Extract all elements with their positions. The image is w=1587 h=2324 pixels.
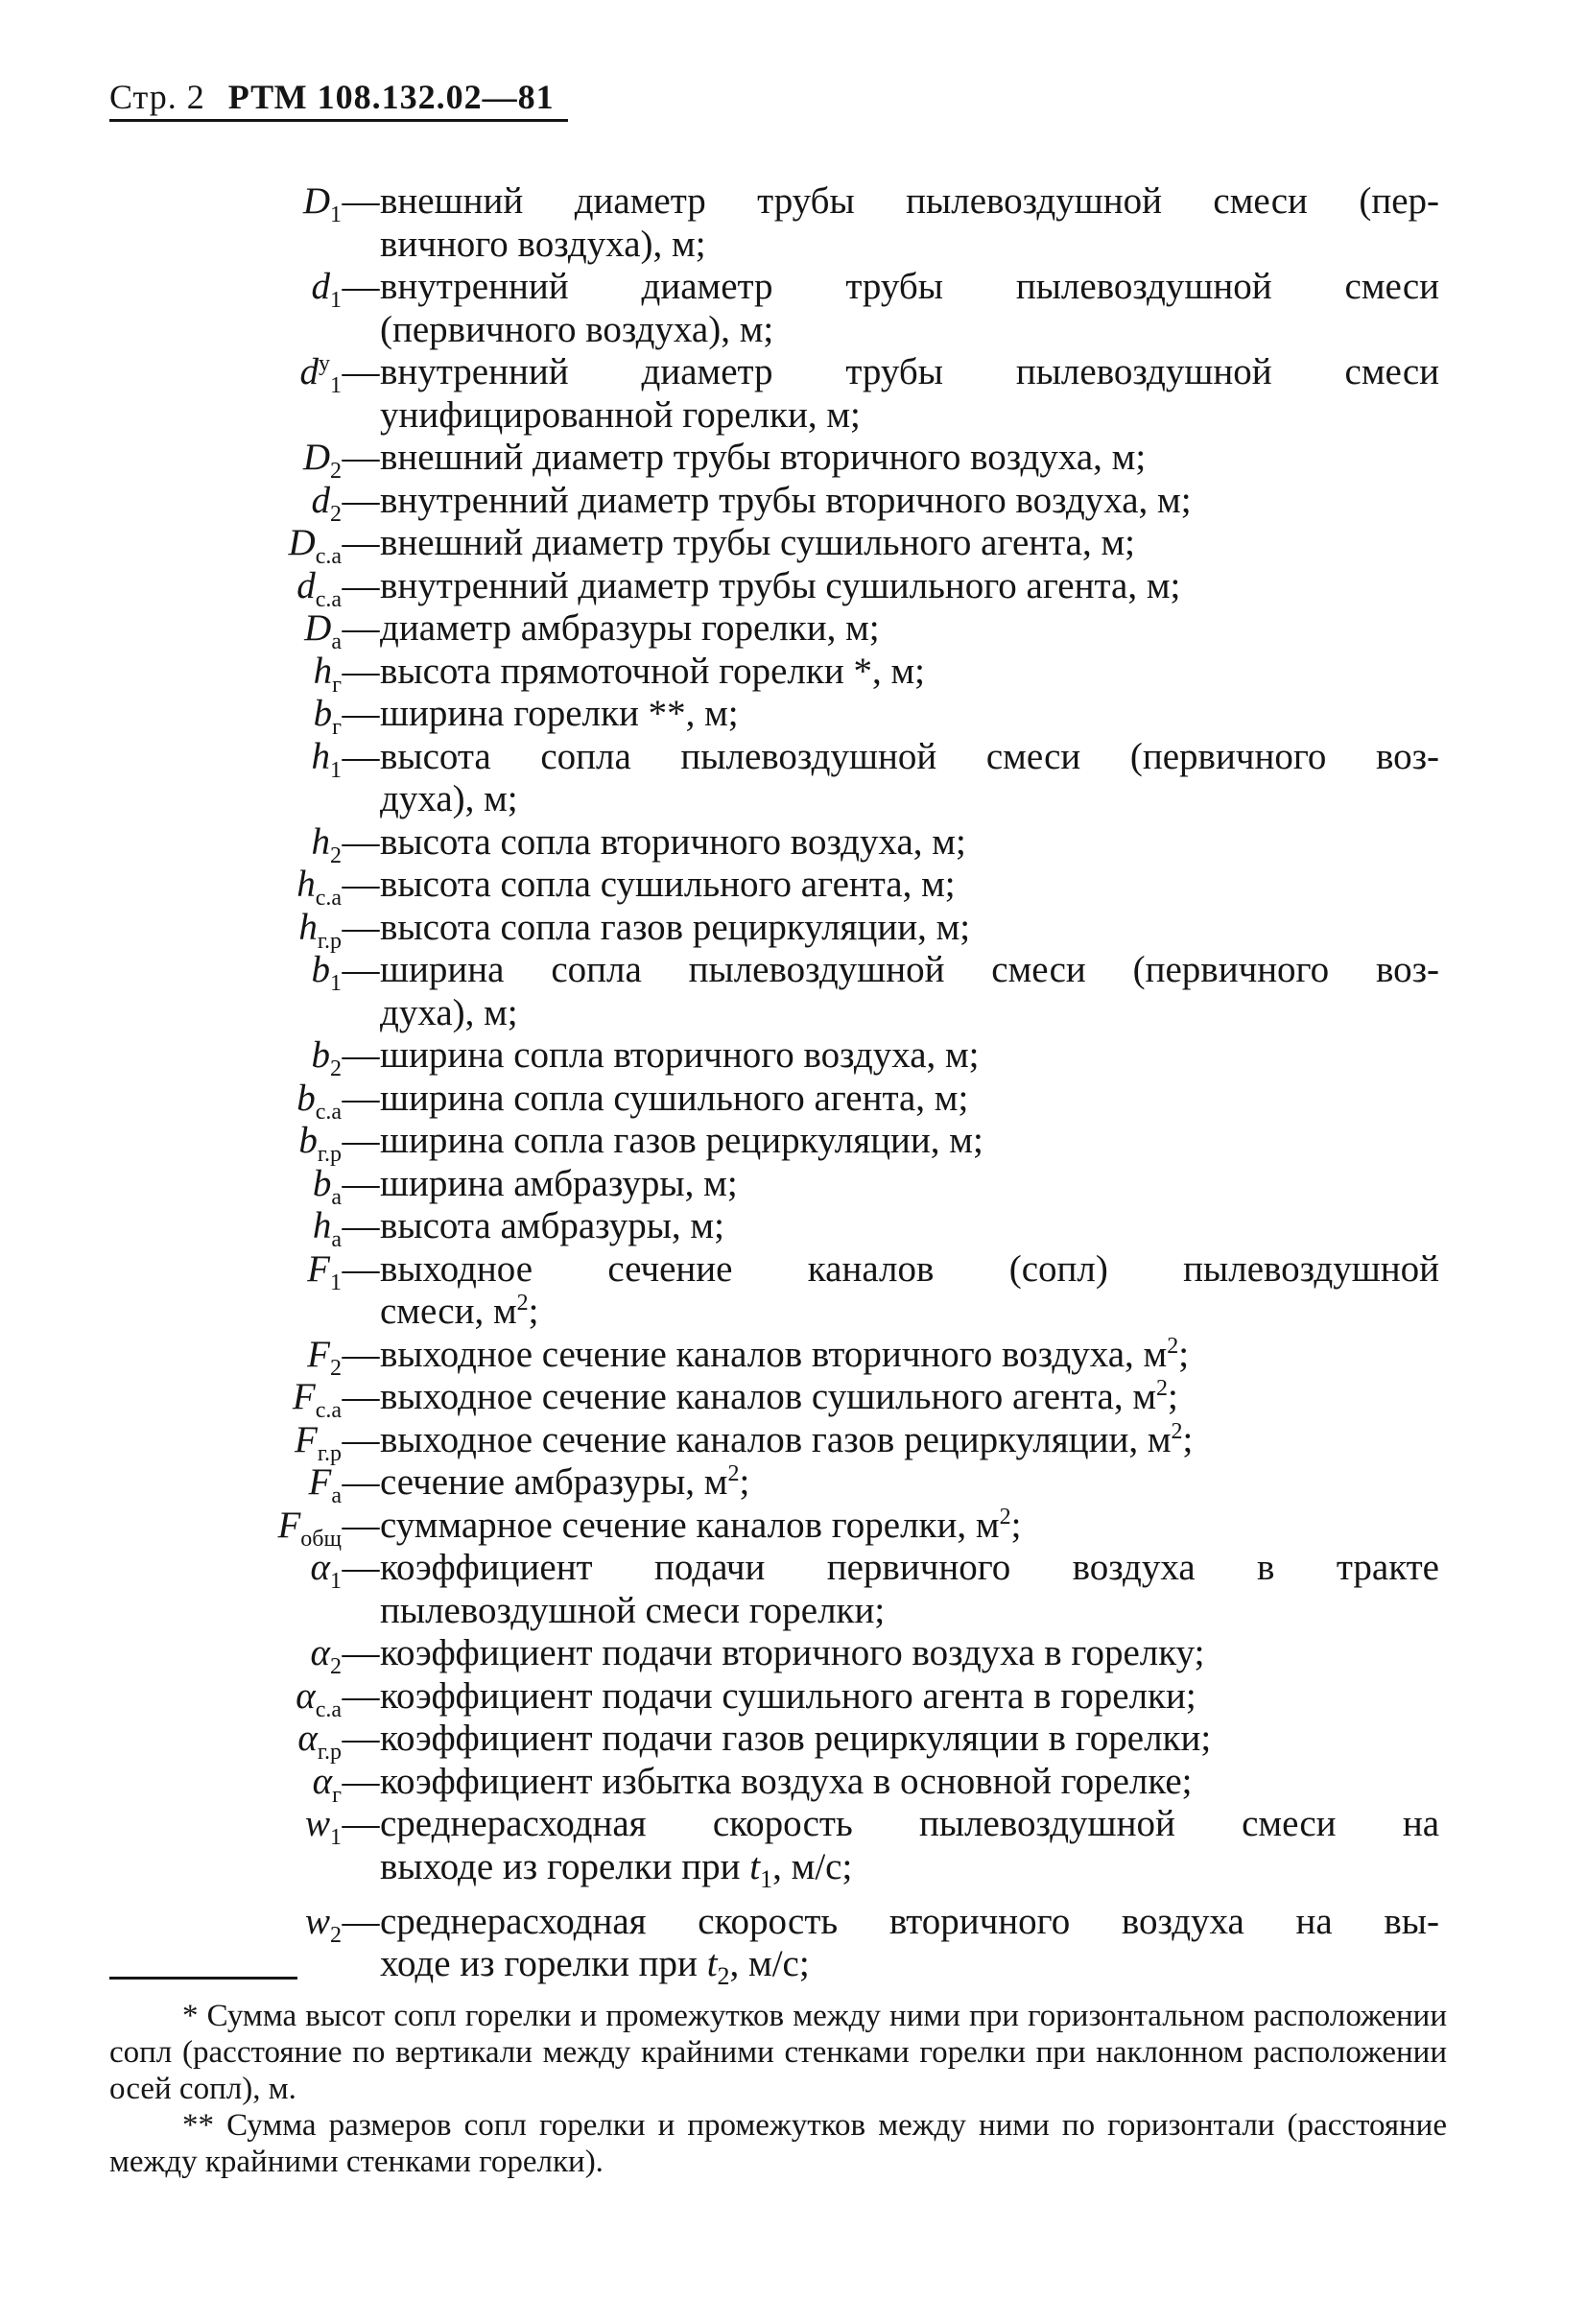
definition-symbol: $b_{с.а}$: [296, 1077, 342, 1125]
definition-text: [380, 480, 1439, 523]
definition-symbol: $\alpha_г$: [312, 1760, 342, 1808]
definition-line: высота сопла вторичного воздуха, м;: [380, 820, 966, 863]
definition-text: [380, 693, 1439, 736]
definition-text: [380, 864, 1439, 907]
definition-symbol: $\alpha_1$: [310, 1547, 342, 1594]
definition-item: [0, 266, 1587, 351]
definition-dash: —: [342, 607, 380, 649]
definitions-list: [0, 180, 1587, 1999]
definition-line: высота амбразуры, м;: [380, 1205, 724, 1246]
definition-text: [380, 1632, 1439, 1675]
footnotes: [109, 1998, 1447, 2180]
definition-dash: —: [342, 1162, 380, 1204]
definition-line: внутренний диаметр трубы сушильного агента, м;: [380, 564, 1181, 606]
definition-dash: —: [342, 1034, 380, 1076]
definition-dash: —: [342, 1760, 380, 1802]
definition-text: [380, 1120, 1439, 1163]
definition-dash: —: [342, 1418, 380, 1460]
definition-item: [0, 650, 1587, 698]
definition-symbol: $d^у_1$: [299, 351, 342, 398]
definition-symbol: $F_{с.а}$: [292, 1376, 342, 1423]
definition-line: среднерасходная скорость вторичного воздуха на вы-: [380, 1900, 1439, 1942]
definition-line: (первичного воздуха), м;: [380, 308, 774, 350]
definition-line: пылевоздушной смеси горелки;: [380, 1589, 886, 1631]
definition-dash: —: [342, 1900, 380, 1942]
definition-item: [0, 564, 1587, 612]
definition-dash: —: [342, 1205, 380, 1246]
definition-line: коэффициент подачи сушильного агента в горелки;: [380, 1674, 1196, 1717]
header-rule: [109, 119, 568, 122]
definition-line: внутренний диаметр трубы пылевоздушной смеси: [380, 351, 1439, 392]
definition-dash: —: [342, 437, 380, 478]
definition-line: выходное сечение каналов (сопл) пылевоздушной: [380, 1247, 1439, 1290]
definition-symbol: $h_г$: [313, 650, 342, 698]
definition-line: высота сопла газов рециркуляции, м;: [380, 906, 971, 948]
definition-dash: —: [342, 522, 380, 563]
definition-line: ходе из горелки при $t_2$, м/с;: [380, 1943, 810, 1991]
definition-symbol: $\alpha_{г.р}$: [297, 1718, 342, 1765]
definition-line: высота сопла сушильного агента, м;: [380, 864, 956, 905]
definition-dash: —: [342, 906, 380, 948]
definition-line: среднерасходная скорость пылевоздушной смеси на: [380, 1803, 1439, 1844]
definition-symbol: $\alpha_2$: [310, 1632, 342, 1679]
definition-line: внешний диаметр трубы вторичного воздуха, м;: [380, 437, 1147, 478]
definition-item: [0, 1760, 1587, 1808]
definition-dash: —: [342, 1120, 380, 1161]
definition-text: [380, 1205, 1439, 1248]
definition-symbol: $b_{г.р}$: [298, 1120, 342, 1167]
definition-item: [0, 180, 1587, 266]
definition-symbol: $d_1$: [311, 266, 342, 313]
definition-text: [380, 522, 1439, 565]
definition-text: [380, 651, 1439, 694]
definition-dash: —: [342, 180, 380, 222]
definition-text: [380, 1034, 1439, 1078]
definition-text: [380, 907, 1439, 950]
definition-item: [0, 1418, 1587, 1466]
definition-symbol: $h_{г.р}$: [298, 906, 342, 954]
definition-symbol: $w_2$: [304, 1900, 342, 1948]
definition-dash: —: [342, 1803, 380, 1844]
definition-text: [380, 1334, 1439, 1377]
definition-dash: —: [342, 1674, 380, 1717]
definition-line: внутренний диаметр трубы вторичного воздуха, м;: [380, 479, 1192, 521]
definition-item: [0, 949, 1587, 1034]
definition-text: [380, 1248, 1439, 1334]
definition-text: [380, 437, 1439, 480]
definition-line: ширина сопла газов рециркуляции, м;: [380, 1120, 983, 1161]
definition-item: [0, 1803, 1587, 1901]
definition-item: [0, 1901, 1587, 1999]
definition-symbol: $d_2$: [311, 479, 342, 527]
definition-item: [0, 1461, 1587, 1508]
definition-item: [0, 1034, 1587, 1081]
definition-item: [0, 1547, 1587, 1632]
definition-text: [380, 1461, 1439, 1505]
definition-item: [0, 1120, 1587, 1167]
definition-text: [380, 607, 1439, 651]
definition-text: [380, 821, 1439, 865]
definition-line: выходное сечение каналов газов рециркуляции, $м^2$;: [380, 1418, 1194, 1460]
definition-item: [0, 1718, 1587, 1765]
definition-symbol: $F_а$: [308, 1461, 342, 1508]
definition-dash: —: [342, 864, 380, 905]
definition-dash: —: [342, 1461, 380, 1503]
definition-item: [0, 1632, 1587, 1679]
definition-symbol: $F_{г.р}$: [295, 1418, 342, 1466]
definition-item: [0, 736, 1587, 821]
definition-line: вичного воздуха), м;: [380, 223, 706, 265]
definition-symbol: $h_а$: [312, 1205, 342, 1252]
definition-line: коэффициент подачи газов рециркуляции в горелки;: [380, 1718, 1212, 1759]
definition-text: [380, 1901, 1439, 1999]
definition-symbol: $b_1$: [311, 949, 342, 996]
definition-symbol: $w_1$: [304, 1803, 342, 1850]
definition-item: [0, 522, 1587, 569]
definition-item: [0, 1376, 1587, 1423]
definition-item: [0, 1504, 1587, 1552]
definition-symbol: $D_{с.а}$: [288, 522, 342, 569]
definition-line: коэффициент подачи первичного воздуха в тракте: [380, 1547, 1439, 1588]
definition-text: [380, 1163, 1439, 1206]
definition-item: [0, 479, 1587, 527]
definition-symbol: $h_{с.а}$: [296, 864, 342, 911]
definition-line: коэффициент подачи вторичного воздуха в горелку;: [380, 1632, 1205, 1673]
definition-text: [380, 1376, 1439, 1419]
definition-item: [0, 1205, 1587, 1252]
definition-dash: —: [342, 735, 380, 777]
definition-dash: —: [342, 1632, 380, 1673]
definition-line: внешний диаметр трубы сушильного агента, м;: [380, 522, 1135, 563]
definition-dash: —: [342, 564, 380, 606]
definition-text: [380, 565, 1439, 608]
definition-symbol: $D_2$: [302, 437, 342, 484]
definition-text: [380, 1718, 1439, 1761]
definition-item: [0, 437, 1587, 484]
definition-line: суммарное сечение каналов горелки, $м^2$;: [380, 1504, 1022, 1546]
definition-text: [380, 949, 1439, 1034]
footnote-1: * Сумма высот сопл горелки и промежутков между ними при горизонтальном расположении сопл (расстояние по вертикали между крайними стенками горелки при наклонном расположении осей сопл), м.: [109, 1999, 1447, 2106]
definition-text: [380, 180, 1439, 266]
definition-dash: —: [342, 1333, 380, 1375]
definition-symbol: $F_2$: [307, 1333, 342, 1381]
definition-item: [0, 607, 1587, 654]
definition-item: [0, 1077, 1587, 1125]
definition-line: духа), м;: [380, 778, 518, 819]
definition-dash: —: [342, 1376, 380, 1417]
definition-symbol: $\alpha_{с.а}$: [296, 1674, 342, 1722]
definition-line: сечение амбразуры, $м^2$;: [380, 1461, 750, 1503]
definition-dash: —: [342, 1718, 380, 1759]
definition-symbol: $b_г$: [313, 693, 342, 740]
definition-line: внутренний диаметр трубы пылевоздушной смеси: [380, 266, 1439, 307]
definition-symbol: $h_1$: [311, 735, 342, 783]
definition-item: [0, 1162, 1587, 1210]
definition-line: диаметр амбразуры горелки, м;: [380, 607, 880, 649]
definition-line: ширина сопла пылевоздушной смеси (первичного воз-: [380, 949, 1439, 990]
definition-line: выходе из горелки при $t_1$, м/с;: [380, 1845, 853, 1893]
definition-line: внешний диаметр трубы пылевоздушной смеси (пер-: [380, 180, 1439, 222]
definition-dash: —: [342, 266, 380, 307]
definition-dash: —: [342, 820, 380, 863]
definition-text: [380, 736, 1439, 821]
definition-line: ширина амбразуры, м;: [380, 1162, 738, 1204]
definition-dash: —: [342, 1247, 380, 1290]
definition-dash: —: [342, 1547, 380, 1588]
definition-item: [0, 351, 1587, 437]
definition-text: [380, 1675, 1439, 1719]
definition-item: [0, 906, 1587, 954]
definition-line: ширина сопла сушильного агента, м;: [380, 1077, 969, 1119]
definition-text: [380, 1078, 1439, 1121]
definition-dash: —: [342, 479, 380, 521]
definition-dash: —: [342, 1077, 380, 1119]
definition-symbol: $d_{с.а}$: [296, 564, 342, 612]
footnote-rule: [109, 1977, 297, 1980]
definition-symbol: $h_2$: [311, 820, 342, 868]
definition-text: [380, 1419, 1439, 1462]
definition-line: коэффициент избытка воздуха в основной горелке;: [380, 1760, 1193, 1802]
definition-text: [380, 1547, 1439, 1632]
definition-symbol: $F_{общ}$: [277, 1504, 342, 1552]
definition-symbol: $b_2$: [311, 1034, 342, 1081]
definition-line: высота сопла пылевоздушной смеси (первичного воз-: [380, 735, 1439, 777]
page-number: Стр. 2: [109, 78, 205, 116]
definition-item: [0, 693, 1587, 740]
definition-symbol: $D_1$: [302, 180, 342, 227]
definition-dash: —: [342, 650, 380, 692]
definition-item: [0, 1248, 1587, 1334]
definition-symbol: $F_1$: [307, 1247, 342, 1295]
definition-dash: —: [342, 351, 380, 392]
definition-line: ширина горелки **, м;: [380, 693, 739, 734]
definition-text: [380, 1803, 1439, 1901]
footnote-2: ** Сумма размеров сопл горелки и промежутков между ними по горизонтали (расстояние между крайними стенками горелки).: [109, 2108, 1447, 2179]
definition-item: [0, 820, 1587, 868]
definition-item: [0, 1674, 1587, 1722]
definition-line: выходное сечение каналов вторичного воздуха, $м^2$;: [380, 1333, 1190, 1375]
definition-text: [380, 1761, 1439, 1804]
definition-text: [380, 266, 1439, 351]
definition-text: [380, 1505, 1439, 1548]
definition-symbol: $D_а$: [304, 607, 342, 654]
definition-line: ширина сопла вторичного воздуха, м;: [380, 1034, 980, 1076]
definition-line: смеси, $м^2$;: [380, 1291, 539, 1332]
page-header: [109, 77, 555, 117]
document-id: РТМ 108.132.02—81: [227, 78, 555, 116]
definition-line: выходное сечение каналов сушильного агента, $м^2$;: [380, 1376, 1178, 1417]
definition-item: [0, 864, 1587, 911]
definition-dash: —: [342, 1504, 380, 1546]
definition-line: унифицированной горелки, м;: [380, 393, 861, 436]
definition-line: высота прямоточной горелки *, м;: [380, 650, 925, 692]
definition-dash: —: [342, 949, 380, 990]
definition-symbol: $b_а$: [312, 1162, 342, 1210]
definition-dash: —: [342, 693, 380, 734]
definition-line: духа), м;: [380, 991, 518, 1033]
definition-text: [380, 351, 1439, 437]
definition-item: [0, 1333, 1587, 1381]
